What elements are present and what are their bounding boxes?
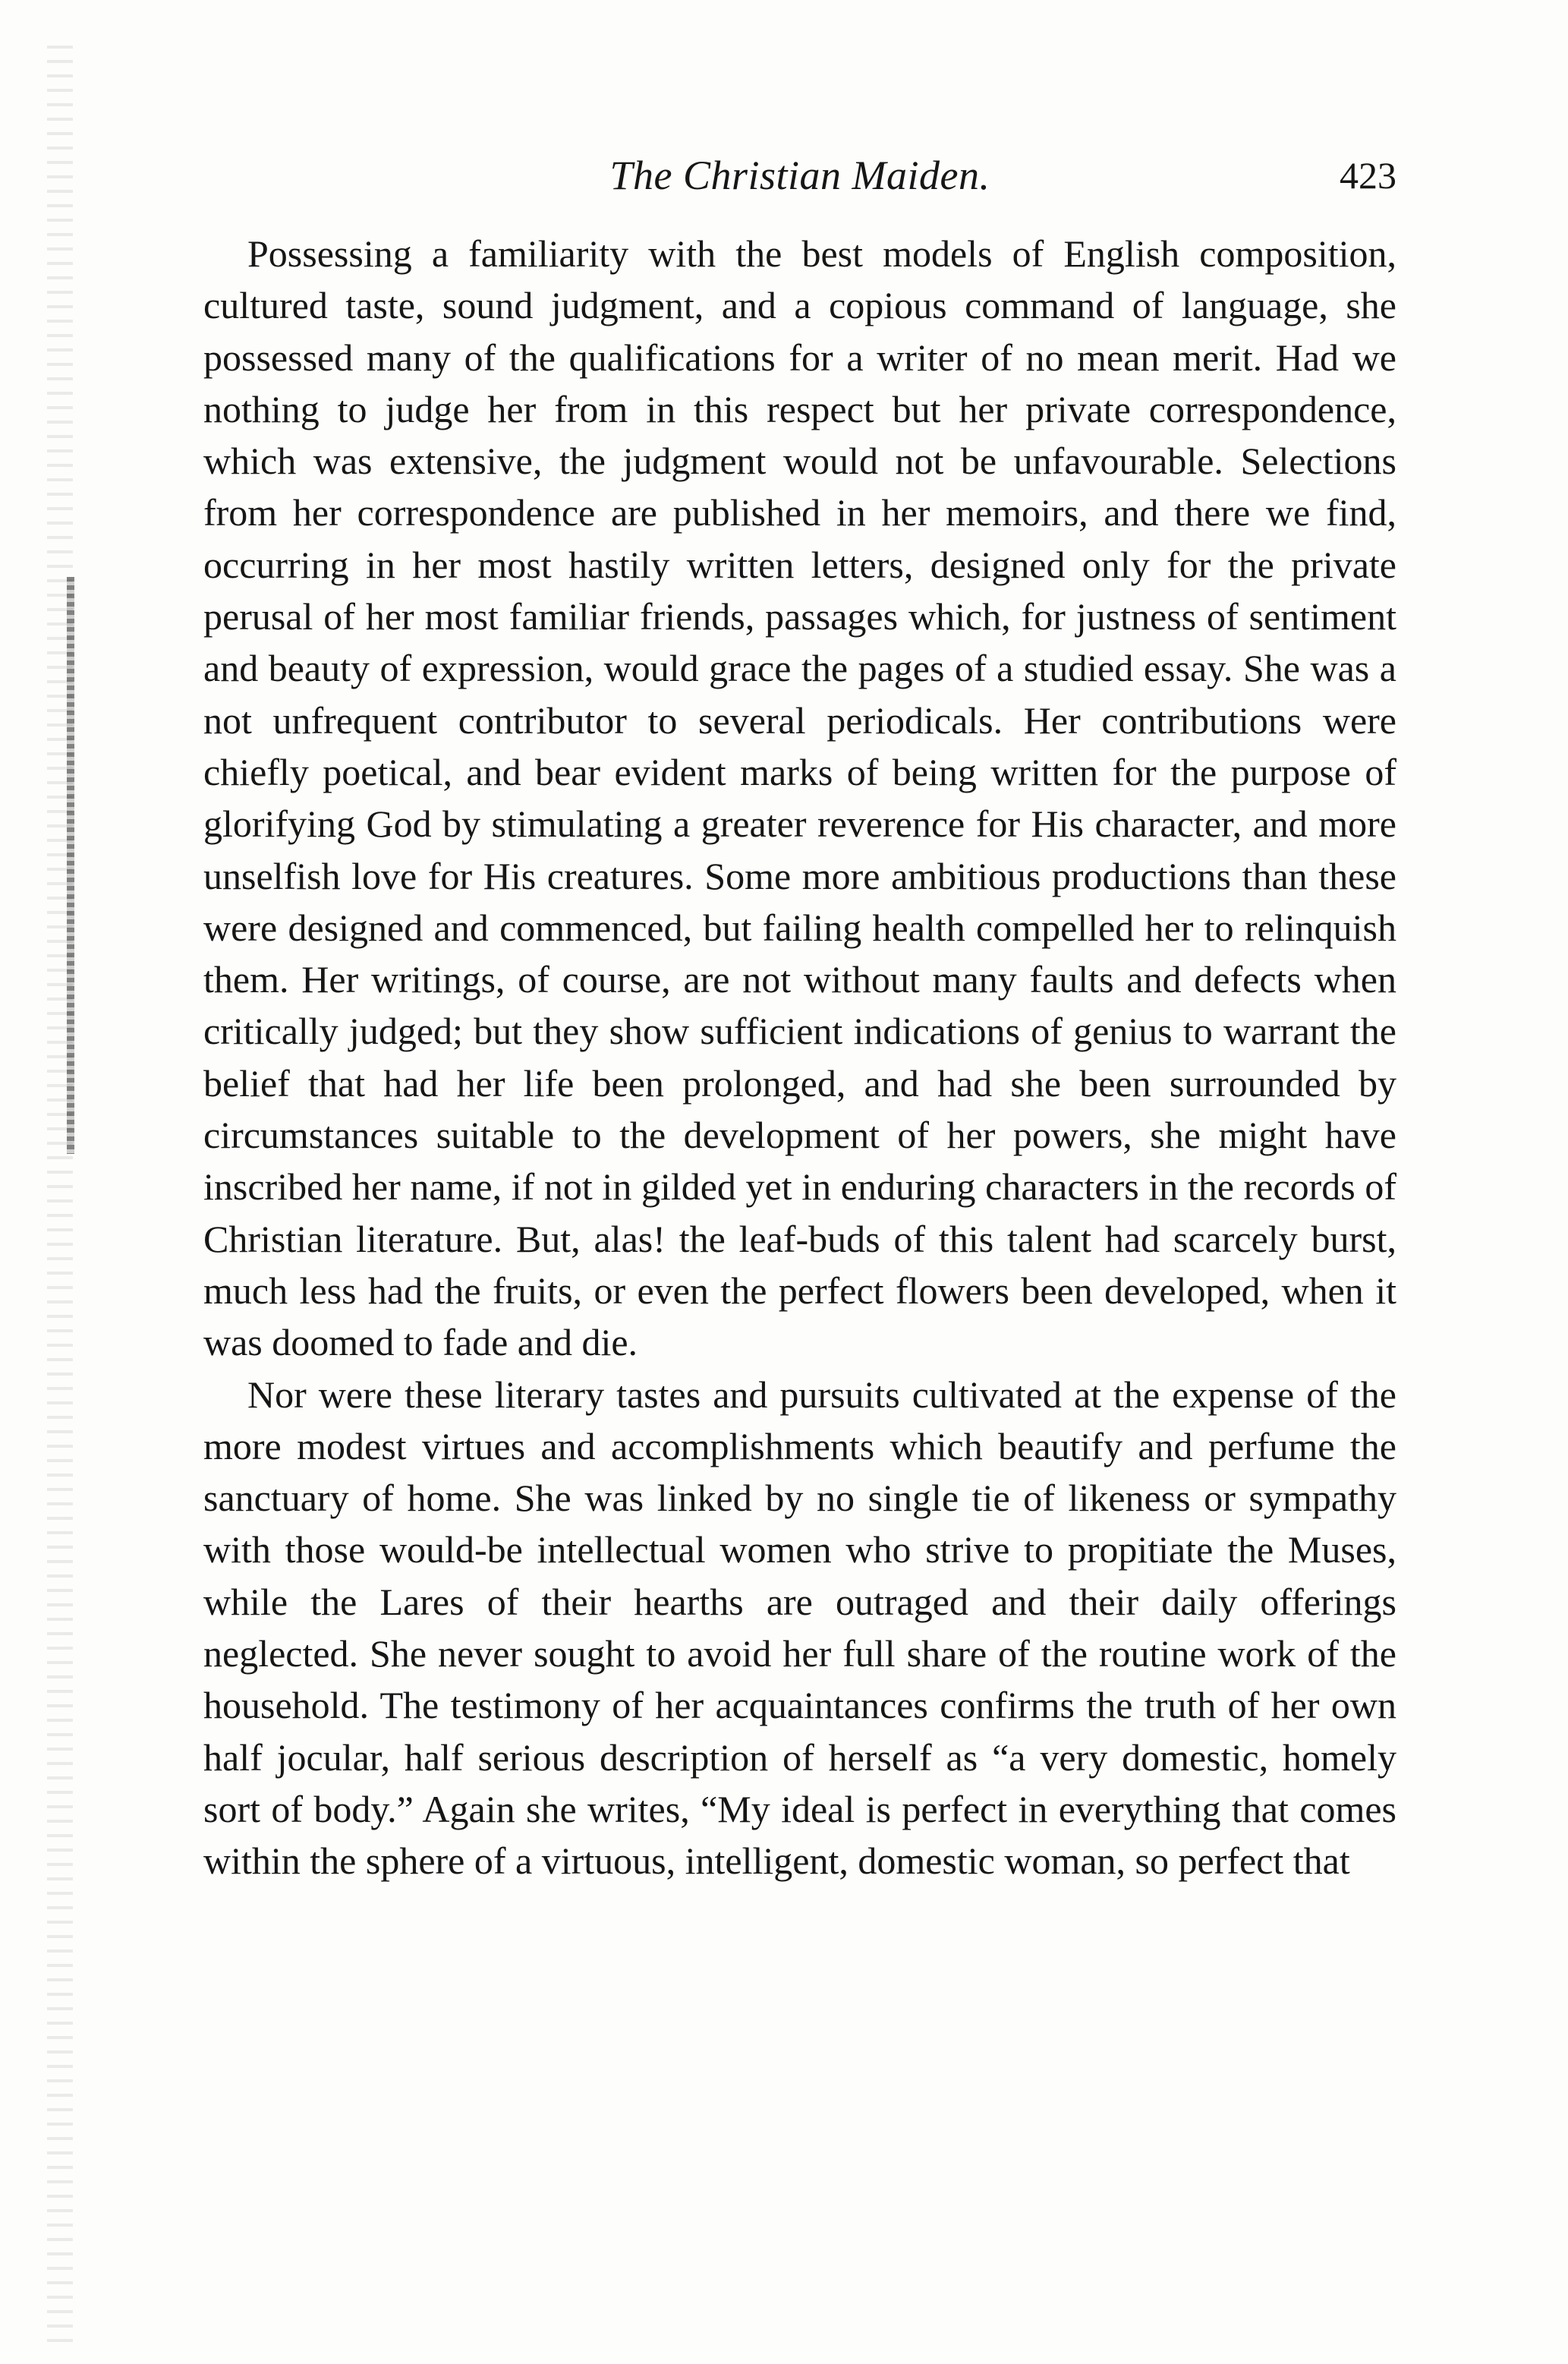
paragraph: Possessing a familiarity with the best models of English composition, cultured taste, sound judgment, and a copious command of language, she possessed many of the qualifications for a writer of no mean merit. Had we nothing to judge her from in this respect but her private correspondence, which was extensive, the judgment would not be unfavourable. Selections from her correspondence are published in her memoirs, and there we find, occurring in her most hastily written letters, designed only for the private perusal of her most familiar friends, passages which, for justness of sentiment and beauty of expression, would grace the pages of a studied essay. She was a not unfrequent contributor to several periodicals. Her contributions were chiefly poetical, and bear evident marks of being written for the purpose of glorifying God by stimulating a greater reverence for His character, and more unselfish love for His creatures. Some more ambitious productions than these were designed and commenced, but failing health compelled her to relinquish them. Her writings, of course, are not without many faults and defects when critically judged; but they show sufficient indications of genius to warrant the belief that had her life been prolonged, and had she been surrounded by circumstances suitable to the development of her powers, she might have inscribed her name, if not in gilded yet in enduring characters in the records of Christian literature. But, alas! the leaf-buds of this talent had scarcely burst, much less had the fruits, or even the perfect flowers been developed, when it was doomed to fade and die. — [203, 232, 1396, 1364]
scan-binding-edge — [67, 577, 74, 1154]
paragraph: Nor were these literary tastes and pursuits cultivated at the expense of the more modest virtues and accomplishments which beautify and perfume the sanctuary of home. She was linked by no single tie of likeness or sympathy with those would-be intellectual women who strive to propitiate the Muses, while the Lares of their hearths are outraged and their daily offerings neglected. She never sought to avoid her full share of the routine work of the household. The testimony of her acquaintances confirms the truth of her own half jocular, half serious description of herself as “a very domestic, homely sort of body.” Again she writes, “My ideal is perfect in everything that comes within the sphere of a virtuous, intelligent, domestic woman, so perfect that — [203, 1373, 1396, 1883]
body-text — [203, 228, 1396, 1887]
page-header — [203, 149, 1396, 202]
page-number: 423 — [1340, 154, 1396, 197]
scan-gutter-shadow — [47, 46, 73, 2353]
running-title: The Christian Maiden. — [609, 153, 990, 198]
